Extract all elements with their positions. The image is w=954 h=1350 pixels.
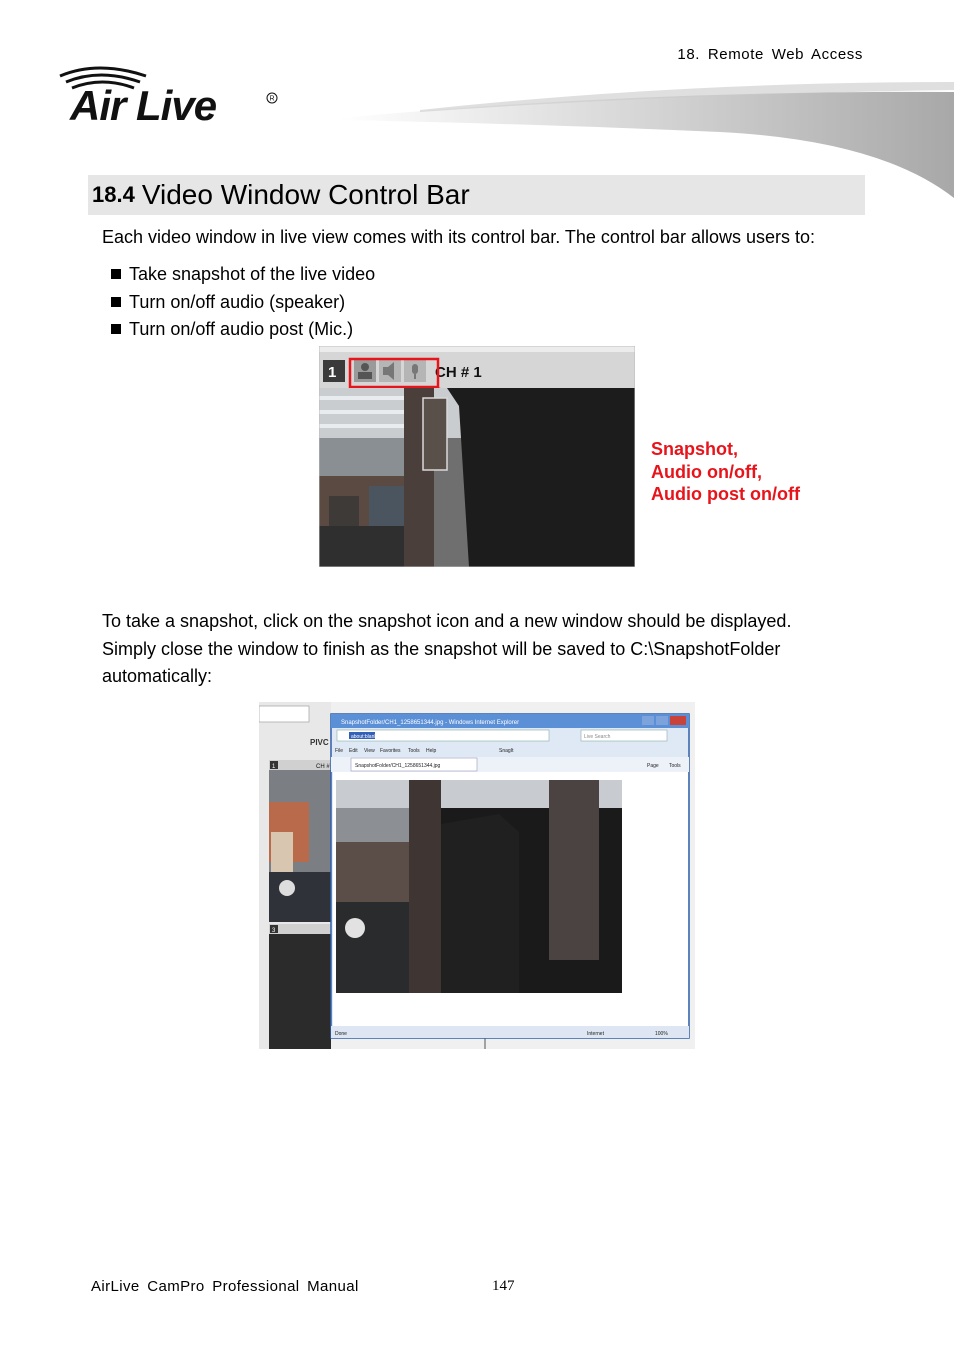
svg-text:100%: 100% [655,1031,668,1037]
section-title: Video Window Control Bar [141,179,470,210]
bullet-item: Take snapshot of the live video [111,264,375,284]
snapshot-window-screenshot [259,702,695,1049]
airlive-logo [58,62,283,126]
footer-manual-title: AirLive CamPro Professional Manual [91,1278,359,1295]
section-heading [88,175,865,215]
window-title: SnapshotFolder/CH1_1258651344.jpg - Windows Internet Explorer [341,720,520,726]
svg-text:Done: Done [335,1031,347,1037]
svg-text:R: R [269,95,275,103]
svg-text:SnagIt: SnagIt [499,748,514,754]
svg-text:View: View [364,748,375,754]
snapshot-paragraph-line: Simply close the window to finish as the snapshot will be saved to C:\SnapshotFolder [102,639,781,659]
svg-text:Tools: Tools [669,763,681,769]
svg-text:SnapshotFolder/CH1_1258651344.: SnapshotFolder/CH1_1258651344.jpg [355,763,441,769]
svg-text:Favorites: Favorites [380,748,401,754]
bullet-square-icon [111,297,121,307]
bullet-square-icon [111,324,121,334]
page-number: 147 [492,1278,515,1294]
microphone-icon[interactable] [404,360,426,382]
section-number: 18.4 [92,182,135,207]
channel-number: 1 [328,364,337,381]
svg-text:Edit: Edit [349,748,358,754]
svg-text:File: File [335,748,344,754]
callout-text: Snapshot, Audio on/off, Audio post on/off [651,439,800,504]
logo-text: Air Live [70,82,217,126]
chapter-header: 18. Remote Web Access [677,46,863,63]
svg-text:Page: Page [647,763,659,769]
bullet-item: Turn on/off audio post (Mic.) [111,319,353,339]
channel-label: CH # 1 [435,364,482,381]
svg-text:Live Search: Live Search [584,734,611,740]
speaker-icon[interactable] [379,360,401,382]
svg-text:CH #: CH # [316,764,330,770]
bullet-item: Turn on/off audio (speaker) [111,292,345,312]
svg-text:Tools: Tools [408,748,420,754]
bullet-square-icon [111,269,121,279]
background-app-label: PIVC [310,738,329,747]
svg-text:Internet: Internet [587,1031,604,1037]
svg-text:1: 1 [272,764,276,770]
intro-text: Each video window in live view comes with its control bar. The control bar allows users to: [102,227,815,247]
svg-text:Help: Help [426,748,437,754]
close-window-button[interactable] [670,716,686,725]
svg-text:about:blank: about:blank [351,734,377,740]
snapshot-icon[interactable] [354,360,376,382]
svg-text:3: 3 [272,928,276,934]
snapshot-paragraph-line: automatically: [102,666,213,686]
control-bar-screenshot [319,346,635,567]
snapshot-paragraph-line: To take a snapshot, click on the snapshot icon and a new window should be displayed. [102,611,792,631]
